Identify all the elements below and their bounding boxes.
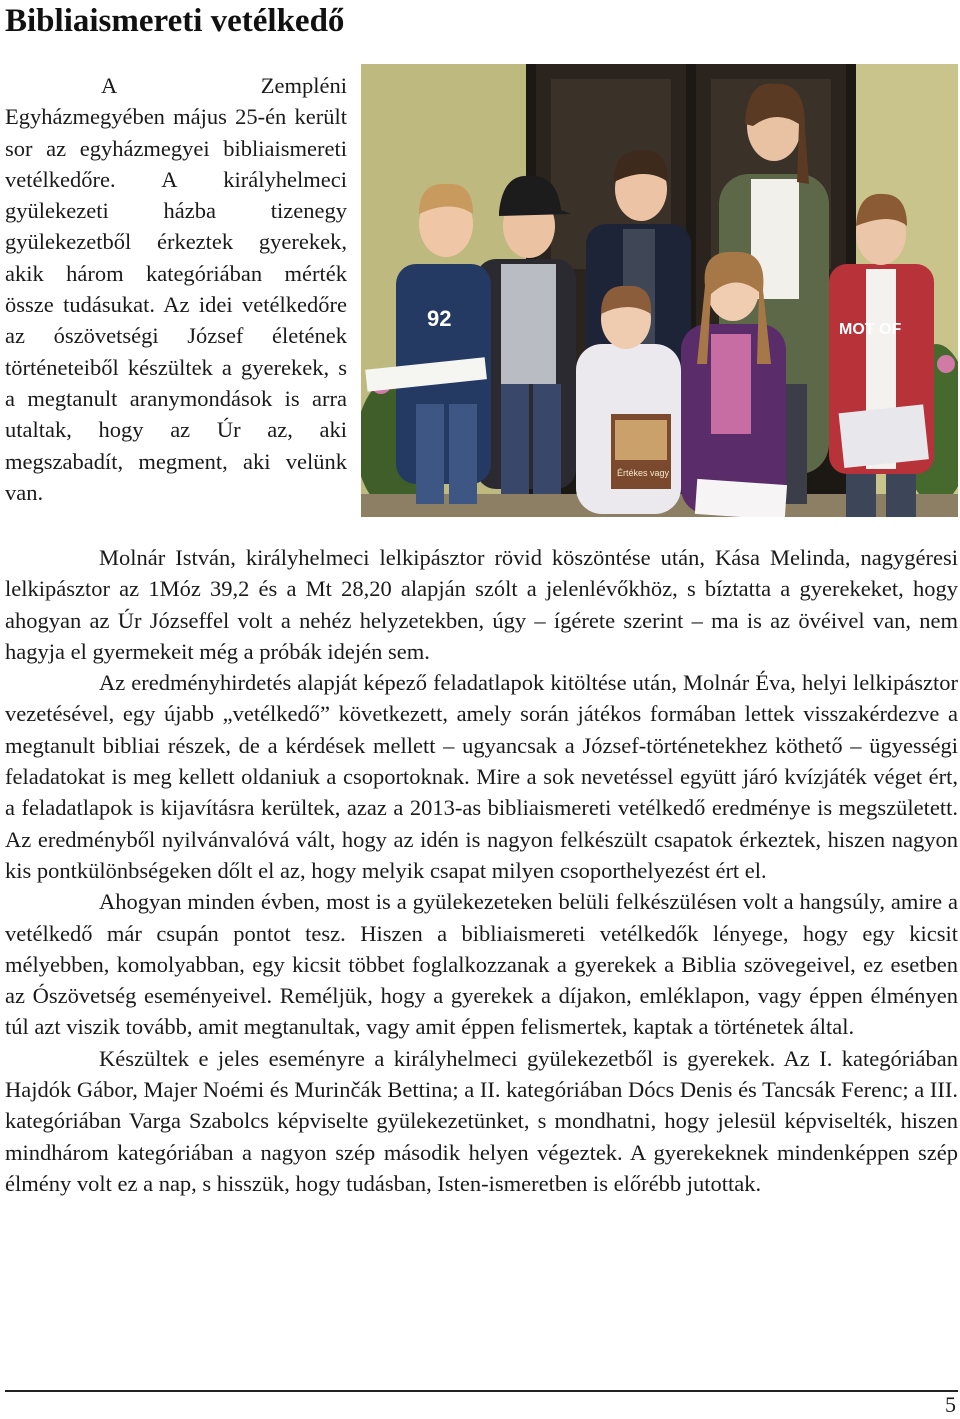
paragraph-2: Az eredményhirdetés alapját képező feladatlapok kitöltése után, Molnár Éva, helyi lelkipásztor vezetésével, egy újabb „vetélkedő” következett, amely során játékos formában lettek visszakérdezve a megtanult bibliai részek, de a kérdések mellett – ugyancsak a József-történetekhez köthető – ügyességi feladatokat is meg kellett oldaniuk a csoportoknak. Mire a sok nevetéssel együtt járó kvízjáték véget ért, a feladatlapok is kijavításra kerültek, azaz a 2013-as bibliaismereti vetélkedő eredménye is megszületett. Az eredményből nyilvánvalóvá vált, hogy az idén is nagyon felkészült csapatok érkeztek, hiszen nagyon kis pontkülönbségeken dőlt el az, hogy melyik csapat milyen csoporthelyezést ért el. xyxy=(5,670,958,883)
intro-paragraph xyxy=(5,70,347,508)
book-title: Értékes vagy xyxy=(617,468,670,478)
paragraph-3: Ahogyan minden évben, most is a gyülekezeteken belüli felkészülésen volt a hangsúly, amire a vetélkedő már csupán pontot tesz. Hiszen a bibliaismereti vetélkedők lényege, hogy egy kicsit mélyebben, komolyabban, egy kicsit többet foglalkozzanak a gyerekek a Biblia szövegeivel, ez esetben az Ószövetség eseményeivel. Reméljük, hogy a gyerekek a díjakon, emléklapon, vagy éppen élményen túl azt viszik tovább, amit megtanultak, vagy amit éppen felismertek, kaptak a történetek által. xyxy=(5,889,958,1040)
shirt-number: 92 xyxy=(427,306,452,331)
group-photo-illustration xyxy=(361,64,958,517)
page-number: 5 xyxy=(945,1392,956,1417)
paragraph-4: Készültek e jeles eseményre a királyhelmeci gyülekezetből is gyerekek. Az I. kategóriában Hajdók Gábor, Majer Noémi és Murinčák Bettina; a II. kategóriában Dócs Denis és Tancsák Ferenc; a III. kategóriában Varga Szabolcs képviselte gyülekezetünket, s mondhatni, hogy jelesül képviselték, hiszen mindhárom kategóriában a nagyon szép második helyen végeztek. A gyerekeknek mindenképpen szép élmény volt ez a nap, s hisszük, hogy tudásban, Isten-ismeretben is előrébb jutottak. xyxy=(5,1045,958,1196)
article-title: Bibliaismereti vetélkedő xyxy=(5,3,345,39)
paragraph-1: Molnár István, királyhelmeci lelkipásztor rövid köszöntése után, Kása Melinda, nagygéresi lelkipásztor az 1Móz 39,2 és a Mt 28,20 alapján szólt a jelenlévőkhöz, s bíztatta a gyerekeket, hogy ahogyan az Úr Józseffel volt a nehéz helyzetekben, úgy – ígérete szerint – ma is az övéivel van, nem hagyja el gyermekeit még a próbák idején sem. xyxy=(5,545,958,664)
article-body xyxy=(5,542,958,1199)
jacket-print: MOT OF xyxy=(839,321,902,338)
group-photo xyxy=(361,64,958,517)
intro-text: A Zempléni Egyházmegyében május 25-én került sor az egyházmegyei bibliaismereti vetélkedőre. A királyhelmeci gyülekezeti házba tizenegy gyülekezetből érkeztek gyerekek, akik három kategóriában mérték össze tudásukat. Az idei vetélkedőre az ószövetségi József életének történeteiből készültek a gyerekek, s a megtanult aranymondások is arra utaltak, hogy az Úr az, aki megszabadít, megment, aki velünk van. xyxy=(5,73,347,505)
footer-rule xyxy=(5,1390,958,1392)
